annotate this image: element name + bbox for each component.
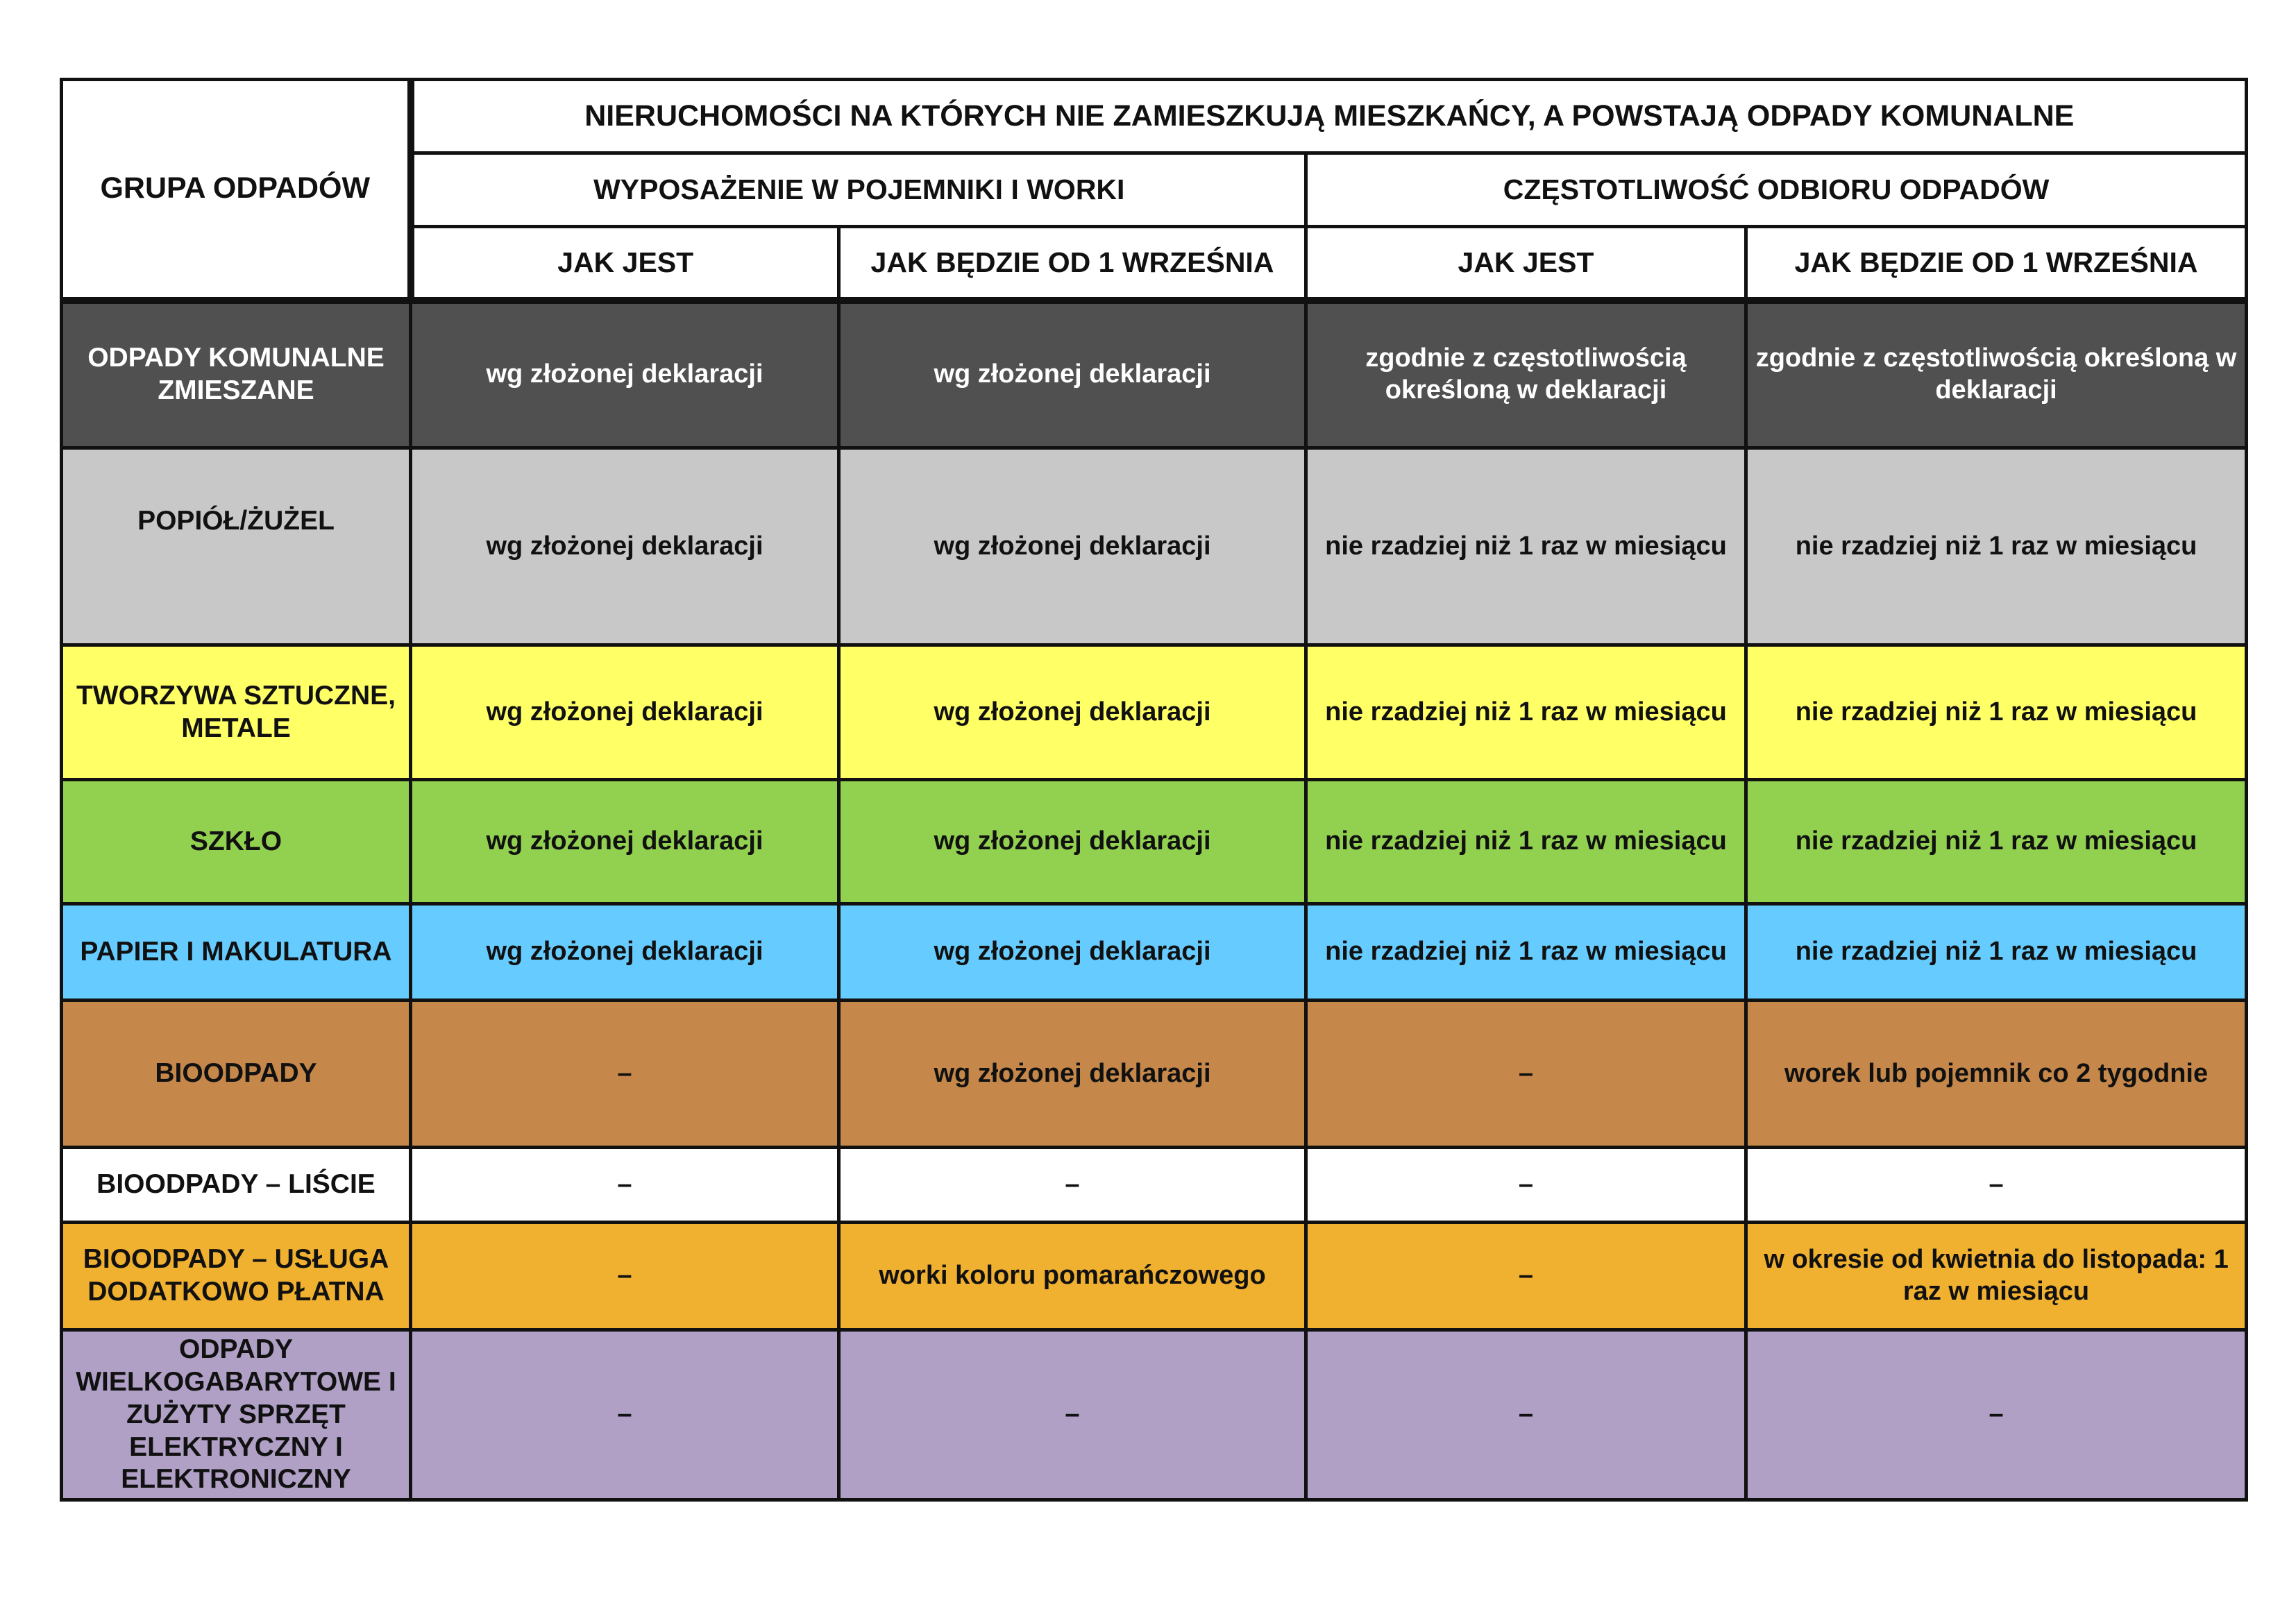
header-frequency: CZĘSTOTLIWOŚĆ ODBIORU ODPADÓW xyxy=(1306,153,2247,227)
table-row-bio-leaves xyxy=(62,1148,2247,1222)
header-main-title: NIERUCHOMOŚCI NA KTÓRYCH NIE ZAMIESZKUJĄ MIESZKAŃCY, A POWSTAJĄ ODPADY KOMUNALNE xyxy=(411,80,2247,153)
cell-equipment-current: wg złożonej deklaracji xyxy=(411,645,839,780)
cell-frequency-future: w okresie od kwietnia do listopada: 1 raz w miesiącu xyxy=(1746,1222,2247,1329)
cell-frequency-current: nie rzadziej niż 1 raz w miesiącu xyxy=(1306,645,1746,780)
cell-equipment-future: – xyxy=(839,1148,1306,1222)
cell-frequency-current: nie rzadziej niż 1 raz w miesiącu xyxy=(1306,779,1746,904)
row-group-label: ODPADY KOMUNALNE ZMIESZANE xyxy=(62,300,411,448)
header-frequency-current: JAK JEST xyxy=(1306,227,1746,300)
row-group-label: PAPIER I MAKULATURA xyxy=(62,904,411,1000)
cell-frequency-current: – xyxy=(1306,1000,1746,1148)
table-row-mixed xyxy=(62,300,2247,448)
cell-equipment-future: worki koloru pomarańczowego xyxy=(839,1222,1306,1329)
header-equipment-future: JAK BĘDZIE OD 1 WRZEŚNIA xyxy=(839,227,1306,300)
cell-equipment-future: wg złożonej deklaracji xyxy=(839,779,1306,904)
cell-equipment-future: wg złożonej deklaracji xyxy=(839,1000,1306,1148)
table-body xyxy=(62,300,2247,1500)
cell-equipment-current: wg złożonej deklaracji xyxy=(411,779,839,904)
cell-equipment-future: wg złożonej deklaracji xyxy=(839,300,1306,448)
table-row-ash xyxy=(62,448,2247,645)
cell-frequency-future: nie rzadziej niż 1 raz w miesiącu xyxy=(1746,645,2247,780)
cell-equipment-current: – xyxy=(411,1148,839,1222)
header-frequency-future: JAK BĘDZIE OD 1 WRZEŚNIA xyxy=(1746,227,2247,300)
cell-equipment-current: – xyxy=(411,1000,839,1148)
row-group-label: POPIÓŁ/ŻUŻEL xyxy=(62,448,411,645)
row-group-label: BIOODPADY xyxy=(62,1000,411,1148)
cell-equipment-future: wg złożonej deklaracji xyxy=(839,448,1306,645)
cell-equipment-current: wg złożonej deklaracji xyxy=(411,448,839,645)
cell-frequency-future: worek lub pojemnik co 2 tygodnie xyxy=(1746,1000,2247,1148)
row-group-label: BIOODPADY – LIŚCIE xyxy=(62,1148,411,1222)
table-row-glass xyxy=(62,779,2247,904)
cell-frequency-current: nie rzadziej niż 1 raz w miesiącu xyxy=(1306,904,1746,1000)
cell-frequency-current: zgodnie z częstotliwością określoną w deklaracji xyxy=(1306,300,1746,448)
cell-frequency-future: nie rzadziej niż 1 raz w miesiącu xyxy=(1746,904,2247,1000)
header-equipment: WYPOSAŻENIE W POJEMNIKI I WORKI xyxy=(411,153,1306,227)
header-waste-group: GRUPA ODPADÓW xyxy=(62,80,411,300)
table-row-paper xyxy=(62,904,2247,1000)
table-row-bulky xyxy=(62,1330,2247,1500)
table-row-bio xyxy=(62,1000,2247,1148)
cell-equipment-future: wg złożonej deklaracji xyxy=(839,904,1306,1000)
row-group-label: BIOODPADY – USŁUGA DODATKOWO PŁATNA xyxy=(62,1222,411,1329)
row-group-label: TWORZYWA SZTUCZNE, METALE xyxy=(62,645,411,780)
header-equipment-current: JAK JEST xyxy=(411,227,839,300)
cell-frequency-current: nie rzadziej niż 1 raz w miesiącu xyxy=(1306,448,1746,645)
waste-schedule-table xyxy=(60,78,2248,1502)
cell-frequency-current: – xyxy=(1306,1330,1746,1500)
cell-equipment-future: – xyxy=(839,1330,1306,1500)
cell-frequency-future: nie rzadziej niż 1 raz w miesiącu xyxy=(1746,779,2247,904)
cell-frequency-future: nie rzadziej niż 1 raz w miesiącu xyxy=(1746,448,2247,645)
cell-equipment-current: wg złożonej deklaracji xyxy=(411,904,839,1000)
cell-frequency-current: – xyxy=(1306,1148,1746,1222)
cell-frequency-current: – xyxy=(1306,1222,1746,1329)
cell-frequency-future: – xyxy=(1746,1330,2247,1500)
cell-equipment-current: wg złożonej deklaracji xyxy=(411,300,839,448)
cell-equipment-current: – xyxy=(411,1330,839,1500)
cell-frequency-future: zgodnie z częstotliwością określoną w deklaracji xyxy=(1746,300,2247,448)
table-row-plastics xyxy=(62,645,2247,780)
cell-equipment-current: – xyxy=(411,1222,839,1329)
table-row-bio-paid xyxy=(62,1222,2247,1329)
row-group-label: SZKŁO xyxy=(62,779,411,904)
cell-frequency-future: – xyxy=(1746,1148,2247,1222)
row-group-label: ODPADY WIELKOGABARYTOWE I ZUŻYTY SPRZĘT ELEKTRYCZNY I ELEKTRONICZNY xyxy=(62,1330,411,1500)
cell-equipment-future: wg złożonej deklaracji xyxy=(839,645,1306,780)
